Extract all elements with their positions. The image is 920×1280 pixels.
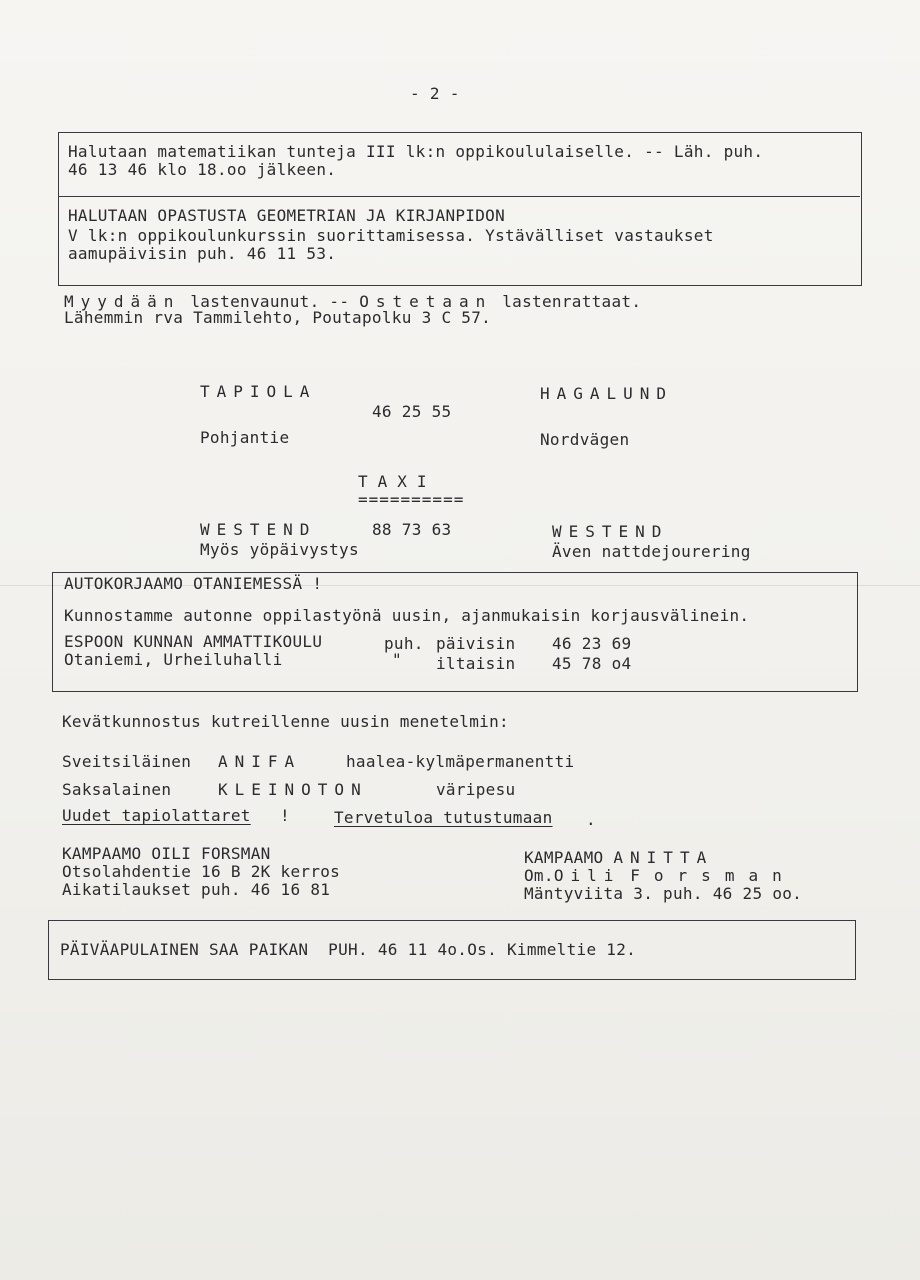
- divider: [58, 196, 860, 197]
- buy-item: lastenrattaat.: [492, 292, 642, 311]
- garage-desc: Kunnostamme autonne oppilastyönä uusin, ajanmukaisin korjausvälinein.: [64, 606, 750, 625]
- salon-anitta-owner-first: Oili: [553, 866, 621, 885]
- taxi-westend-title: WESTEND: [200, 520, 317, 539]
- garage-day-label: päivisin: [436, 634, 516, 653]
- salon-swiss-desc: haalea-kylmäpermanentti: [346, 752, 575, 771]
- salon-german-brand: KLEINOTON: [218, 780, 368, 799]
- salon-german-label: Saksalainen: [62, 780, 172, 799]
- taxi-night-service-fi: Myös yöpäivystys: [200, 540, 359, 559]
- garage-ditto: ": [392, 650, 402, 669]
- taxi-night-service-sv: Även nattdejourering: [552, 542, 751, 561]
- page-number: - 2 -: [410, 84, 460, 103]
- ad-pram-line2: Lähemmin rva Tammilehto, Poutapolku 3 C 57.: [64, 308, 492, 327]
- ad-math-line2: 46 13 46 klo 18.oo jälkeen.: [68, 160, 337, 179]
- salon-new-staff: Uudet tapiolattaret: [62, 806, 251, 825]
- garage-evening-label: iltaisin: [436, 654, 516, 673]
- sell-item: lastenvaunut. --: [180, 292, 360, 311]
- garage-evening-phone: 45 78 o4: [552, 654, 632, 673]
- salon-intro: Kevätkunnostus kutreillenne uusin menetelmin:: [62, 712, 509, 731]
- taxi-westend-phone: 88 73 63: [372, 520, 452, 539]
- taxi-westend-title-sv: WESTEND: [552, 522, 669, 541]
- salon-anitta-brand: ANITTA: [613, 848, 714, 867]
- salon-forsman-name: KAMPAAMO OILI FORSMAN: [62, 844, 271, 863]
- salon-german-desc: väripesu: [436, 780, 516, 799]
- ad-geometry-line3: aamupäivisin puh. 46 11 53.: [68, 244, 337, 263]
- salon-forsman-phone: Aikatilaukset puh. 46 16 81: [62, 880, 331, 899]
- taxi-tapiola-title: TAPIOLA: [200, 382, 317, 401]
- garage-place: Otaniemi, Urheiluhalli: [64, 650, 283, 669]
- salon-anitta-owner-last: Forsman: [630, 866, 796, 885]
- salon-swiss-brand: ANIFA: [218, 752, 302, 771]
- salon-welcome-period: .: [586, 810, 596, 829]
- salon-exclamation: !: [280, 806, 290, 825]
- ad-daily-help: PÄIVÄAPULAINEN SAA PAIKAN PUH. 46 11 4o.Os. Kimmeltie 12.: [60, 940, 637, 959]
- salon-swiss-label: Sveitsiläinen: [62, 752, 192, 771]
- ad-geometry-line1: HALUTAAN OPASTUSTA GEOMETRIAN JA KIRJANPIDON: [68, 206, 506, 225]
- salon-welcome: Tervetuloa tutustumaan: [334, 808, 553, 827]
- sell-word: Myydään: [64, 292, 181, 311]
- taxi-hagalund-title: HAGALUND: [540, 384, 674, 403]
- garage-day-phone: 46 23 69: [552, 634, 632, 653]
- taxi-tapiola-phone: 46 25 55: [372, 402, 452, 421]
- salon-anitta-kampaamo: KAMPAAMO: [524, 848, 604, 867]
- salon-anitta-name: [524, 848, 713, 868]
- taxi-tapiola-street: Pohjantie: [200, 428, 290, 447]
- taxi-hagalund-street: Nordvägen: [540, 430, 630, 449]
- ad-geometry-line2: V lk:n oppikoulunkurssin suorittamisessa. Ystävälliset vastaukset: [68, 226, 714, 245]
- garage-puh: puh.: [384, 634, 424, 653]
- salon-anitta-owner-prefix: Om.: [524, 866, 554, 885]
- buy-word: Ostetaan: [359, 292, 493, 311]
- garage-title: AUTOKORJAAMO OTANIEMESSÄ !: [64, 574, 323, 593]
- salon-forsman-address: Otsolahdentie 16 B 2K kerros: [62, 862, 341, 881]
- taxi-title: TAXI: [358, 472, 437, 491]
- ad-math-line1: Halutaan matematiikan tunteja III lk:n oppikoululaiselle. -- Läh. puh.: [68, 142, 764, 161]
- salon-anitta-owner: [524, 866, 796, 886]
- taxi-title-rule: ==========: [358, 490, 465, 509]
- salon-anitta-address: Mäntyviita 3. puh. 46 25 oo.: [524, 884, 803, 903]
- garage-school: ESPOON KUNNAN AMMATTIKOULU: [64, 632, 323, 651]
